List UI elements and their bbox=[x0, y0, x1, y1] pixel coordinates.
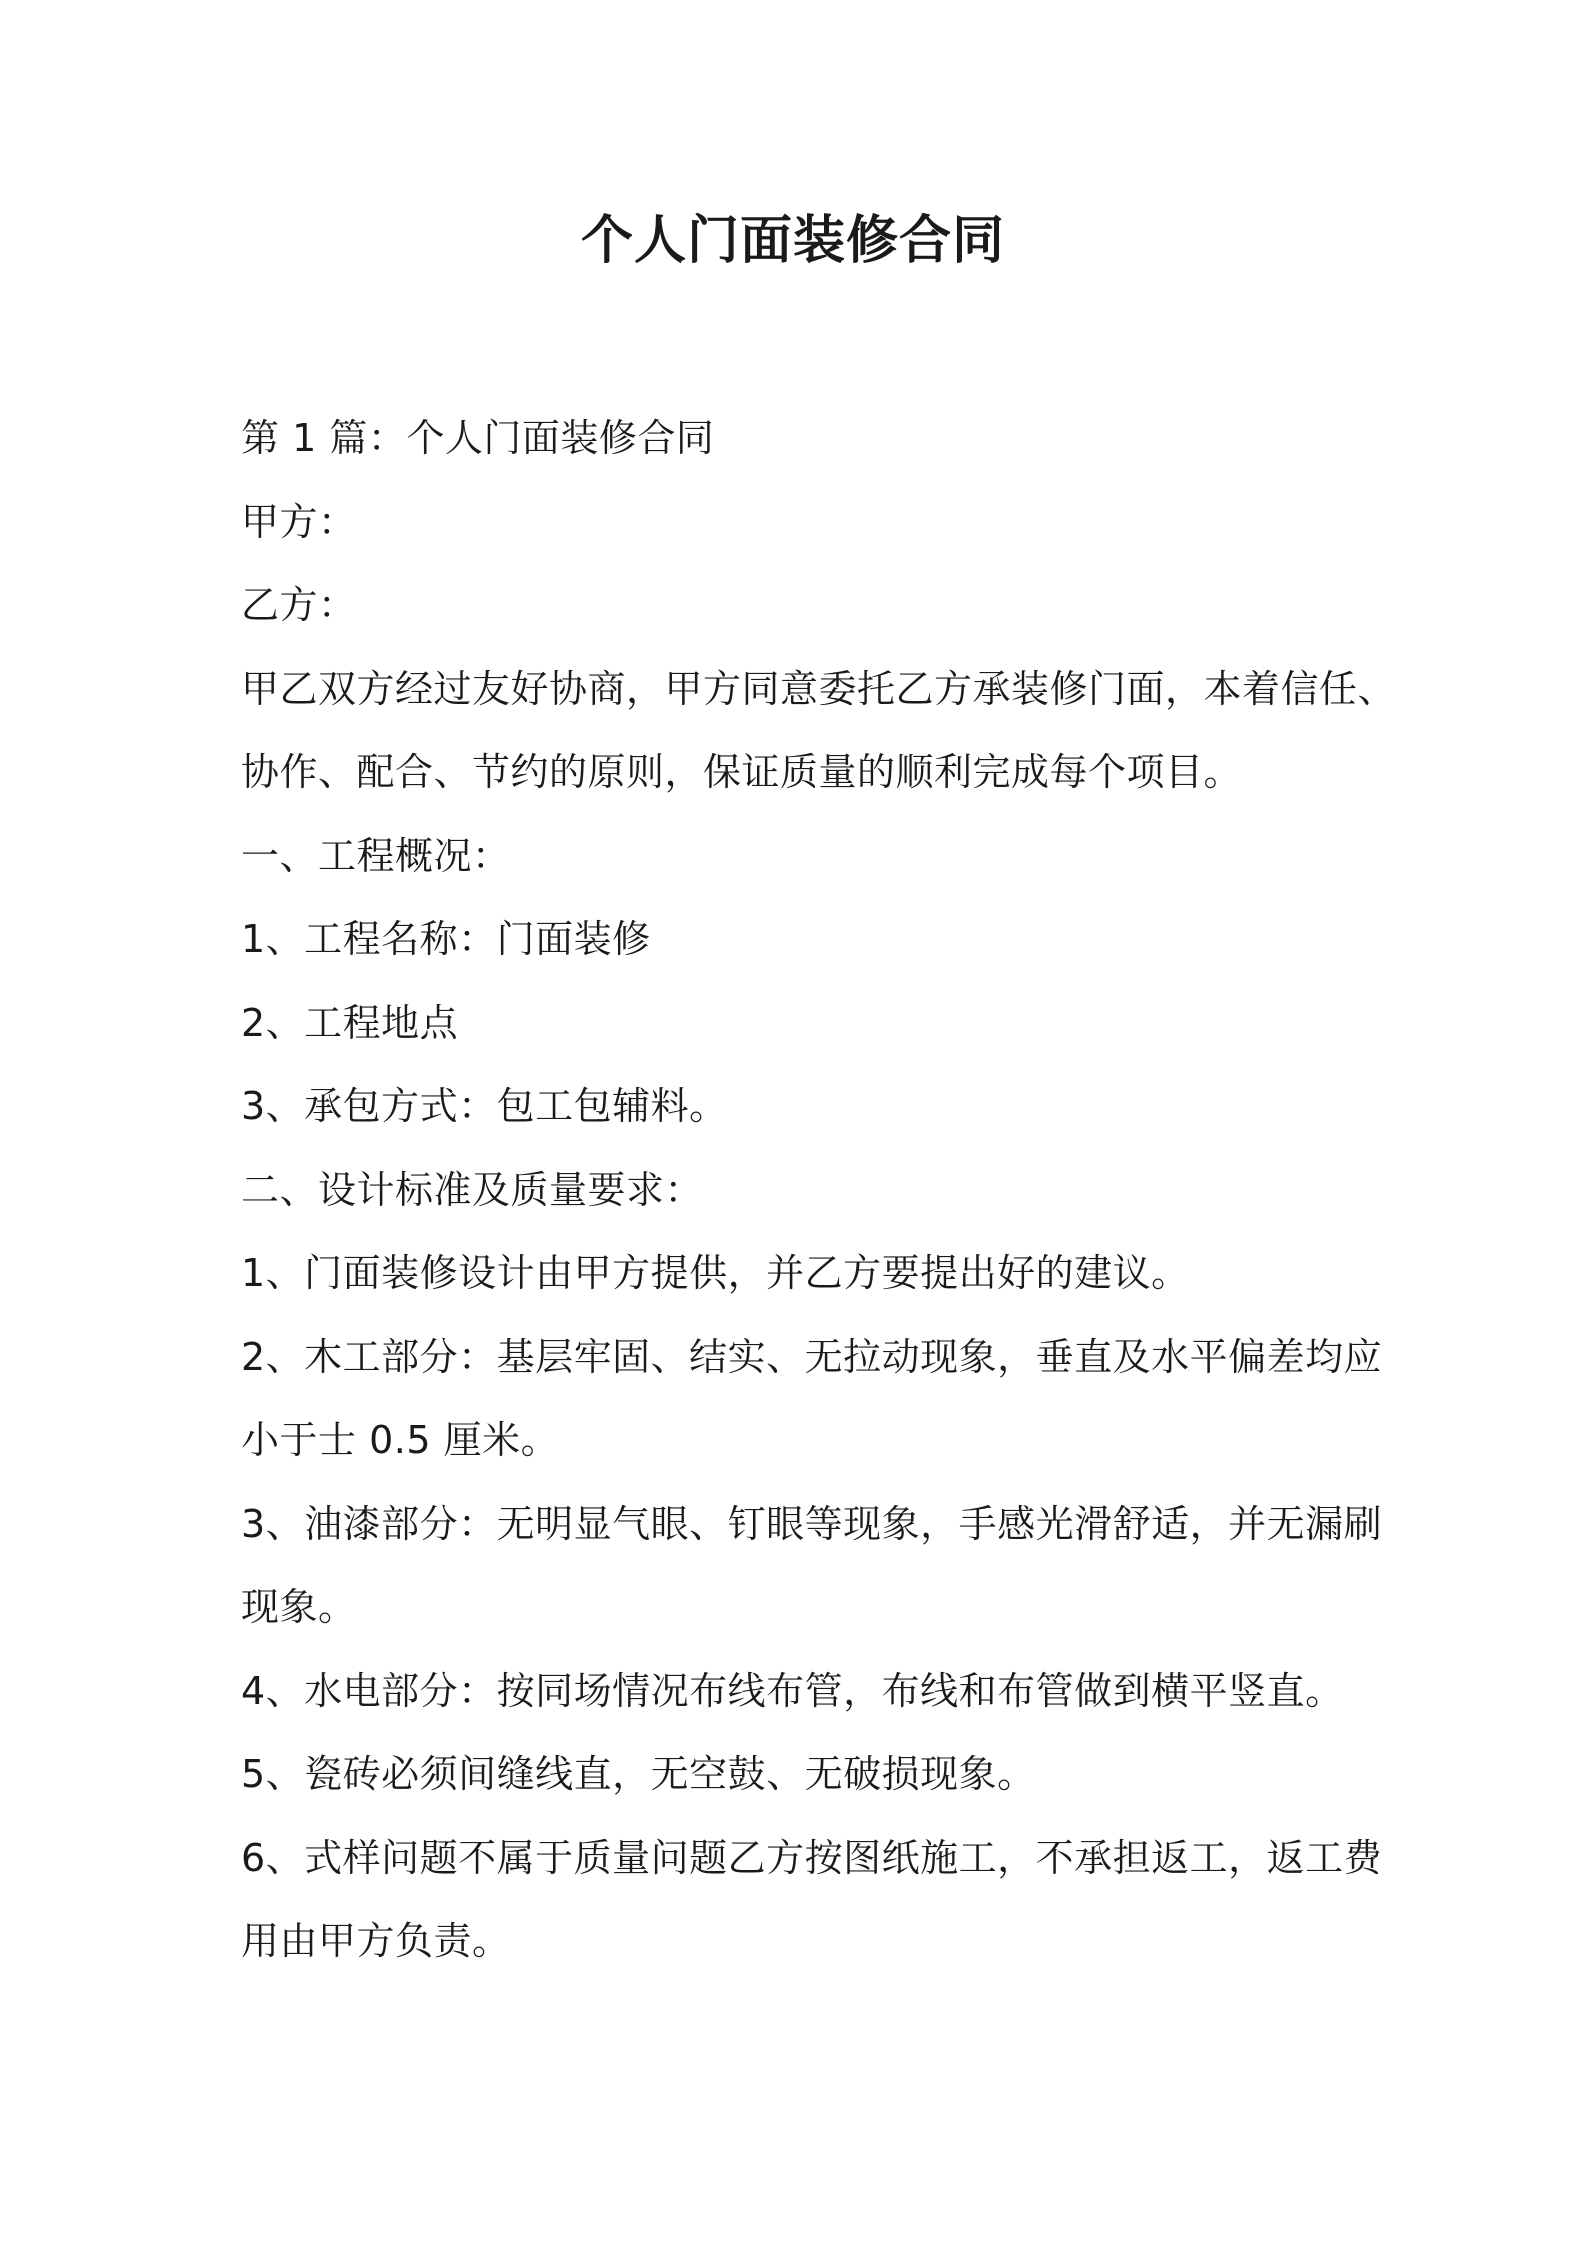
clause-plumbing-electrical: 4、水电部分：按同场情况布线布管，布线和布管做到横平竖直。 bbox=[241, 1668, 1344, 1713]
section-heading-part-1: 第 1 篇：个人门面装修合同 bbox=[241, 416, 715, 460]
document-title: 个人门面装修合同 bbox=[580, 211, 1005, 271]
document-body bbox=[241, 397, 1397, 1984]
party-a-line: 甲方： bbox=[241, 499, 357, 544]
clause-style-issues-line-1: 6、式样问题不属于质量问题乙方按图纸施工，不承担返工，返工费 bbox=[241, 1835, 1383, 1880]
clause-project-name: 1、工程名称：门面装修 bbox=[241, 917, 651, 961]
section-heading-project-overview: 一、工程概况： bbox=[241, 833, 511, 878]
clause-tiling: 5、瓷砖必须间缝线直，无空鼓、无破损现象。 bbox=[241, 1752, 1036, 1796]
clause-project-location: 2、工程地点 bbox=[241, 1000, 459, 1045]
preamble-line-1: 甲乙双方经过友好协商，甲方同意委托乙方承装修门面，本着信任、 bbox=[241, 666, 1397, 711]
party-b-line: 乙方： bbox=[241, 583, 357, 627]
clause-style-issues-line-2: 用由甲方负责。 bbox=[241, 1919, 511, 1963]
clause-carpentry-line-2: 小于士 0.5 厘米。 bbox=[241, 1418, 560, 1462]
clause-design-provided: 1、门面装修设计由甲方提供，并乙方要提出好的建议。 bbox=[241, 1251, 1190, 1295]
clause-carpentry-line-1: 2、木工部分：基层牢固、结实、无拉动现象，垂直及水平偏差均应 bbox=[241, 1334, 1383, 1379]
preamble-line-2: 协作、配合、节约的原则，保证质量的顺利完成每个项目。 bbox=[241, 750, 1243, 794]
clause-contract-method: 3、承包方式：包工包辅料。 bbox=[241, 1084, 728, 1128]
clause-painting-line-1: 3、油漆部分：无明显气眼、钉眼等现象，手感光滑舒适，并无漏刷 bbox=[241, 1501, 1383, 1546]
section-heading-design-quality: 二、设计标准及质量要求： bbox=[241, 1167, 704, 1212]
clause-painting-line-2: 现象。 bbox=[241, 1585, 357, 1629]
